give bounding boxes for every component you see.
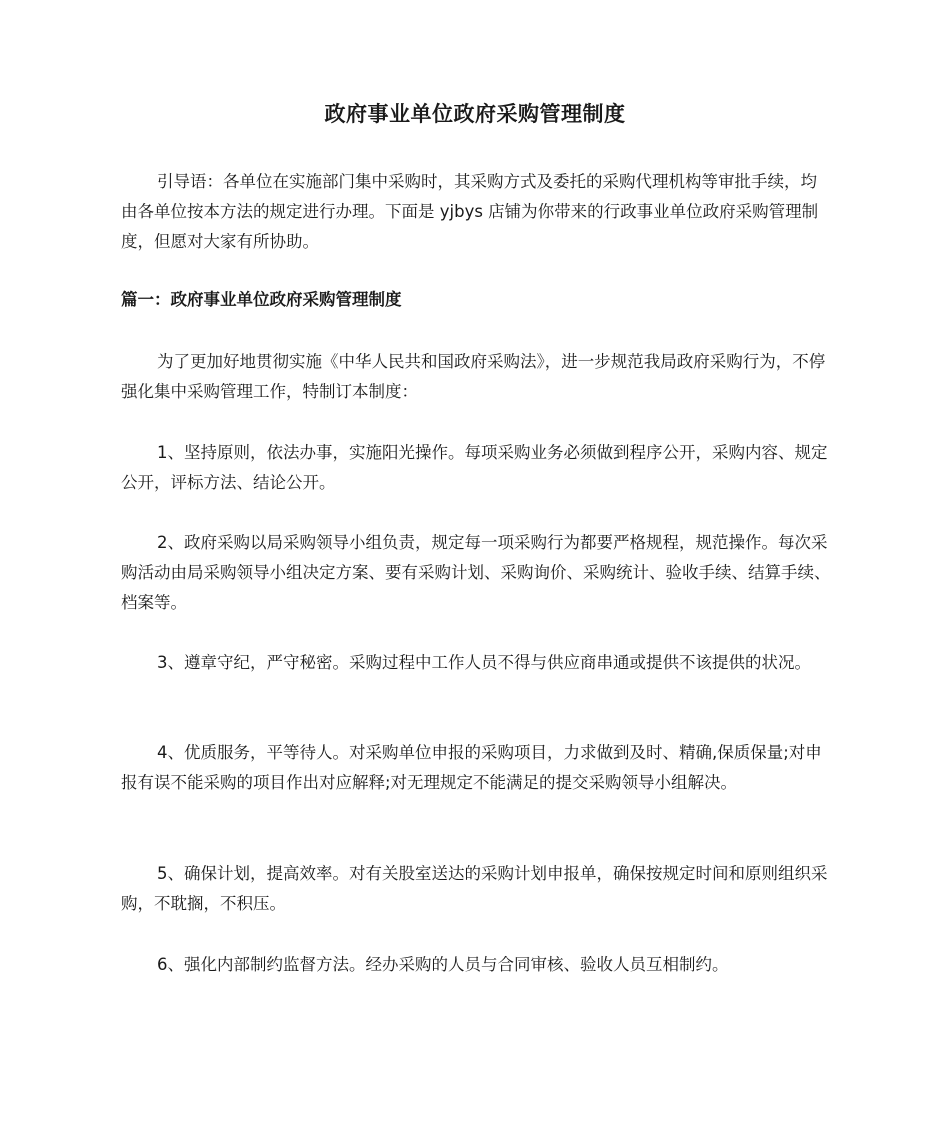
list-item-6: 6、强化内部制约监督方法。经办采购的人员与合同审核、验收人员互相制约。 [157,955,729,974]
document-title: 政府事业单位政府采购管理制度 [324,102,626,126]
list-item-1: 1、坚持原则，依法办事，实施阳光操作。每项采购业务必须做到程序公开，采购内容、规定公开，评标方法、结论公开。 [121,443,828,492]
intro-paragraph: 引导语：各单位在实施部门集中采购时，其采购方式及委托的采购代理机构等审批手续，均由各单位按本方法的规定进行办理。下面是 yjbys 店铺为你带来的行政事业单位政府采购管理制度，但愿对大家有所协助。 [121,172,819,251]
preamble-paragraph: 为了更加好地贯彻实施《中华人民共和国政府采购法》，进一步规范我局政府采购行为，不停强化集中采购管理工作，特制订本制度： [121,352,826,401]
list-item-4: 4、优质服务，平等待人。对采购单位申报的采购项目，力求做到及时、精确,保质保量;对申报有误不能采购的项目作出对应解释;对无理规定不能满足的提交采购领导小组解决。 [121,743,822,792]
list-item-3: 3、遵章守纪，严守秘密。采购过程中工作人员不得与供应商串通或提供不该提供的状况。 [157,653,811,672]
list-item-5: 5、确保计划，提高效率。对有关股室送达的采购计划申报单，确保按规定时间和原则组织采购，不耽搁，不积压。 [121,864,828,913]
section-heading: 篇一：政府事业单位政府采购管理制度 [121,290,402,309]
list-item-2: 2、政府采购以局采购领导小组负责，规定每一项采购行为都要严格规程，规范操作。每次采购活动由局采购领导小组决定方案、要有采购计划、采购询价、采购统计、验收手续、结算手续、档案等。 [121,533,831,612]
